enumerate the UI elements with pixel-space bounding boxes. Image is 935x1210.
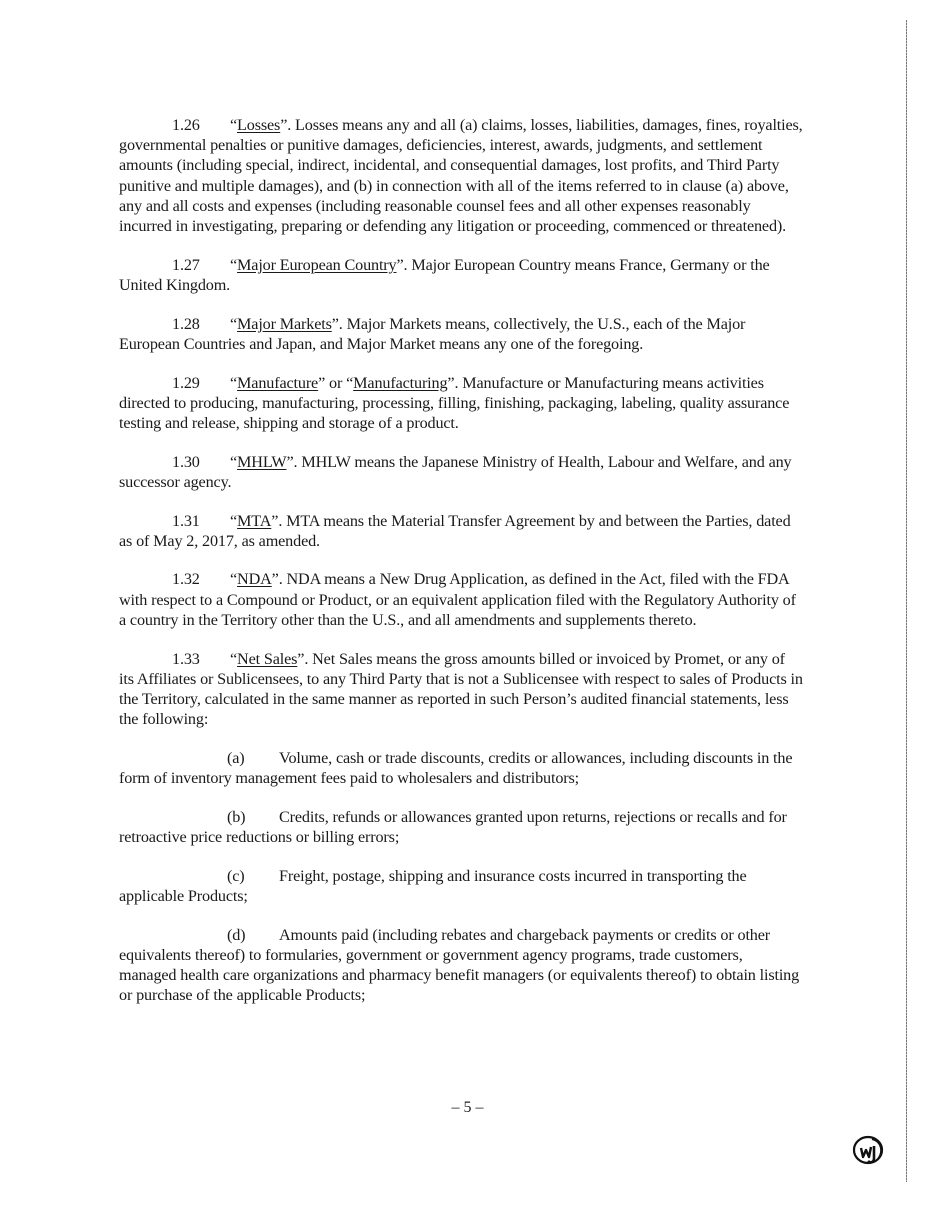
definition-text: . Losses means any and all (a) claims, losses, liabilities, damages, fines, royalties, governmental penalties or punitive damages, deficiencies, interest, awards, judgments, and settlement amounts (including special, indirect, incidental, and consequential damages, lost profits, and Third Party punitive and multiple damages), and (b) in connection with all of the items referred to in clause (a) above, any and all costs and expenses (including reasonable counsel fees and all other expenses reasonably incurred in investigating, preparing or defending any litigation or proceeding, commenced or threatened). (119, 116, 803, 236)
defined-term: MHLW (237, 452, 287, 471)
term-connector: or (325, 373, 347, 392)
section-number: 1.27 (172, 255, 200, 274)
document-body (119, 115, 803, 1024)
close-quote: ” (297, 649, 305, 668)
definition-1-30 (119, 452, 803, 492)
open-quote: “ (230, 452, 238, 471)
definition-1-29 (119, 373, 803, 434)
section-number: 1.33 (172, 649, 200, 668)
close-quote: ” (447, 373, 455, 392)
net-sales-deduction-b (119, 807, 803, 847)
section-number: 1.26 (172, 116, 200, 134)
close-quote: ” (271, 570, 279, 589)
subitem-label: (d) (227, 925, 246, 944)
subitem-label: (a) (227, 748, 245, 767)
open-quote: “ (230, 314, 238, 333)
definition-text: . Manufacture or Manufacturing means activities directed to producing, manufacturing, processing, filling, finishing, packaging, labeling, quality assurance testing and release, shipping and storage of a product. (119, 373, 790, 432)
section-number: 1.29 (172, 373, 200, 392)
defined-term: Major European Country (237, 255, 397, 274)
definition-1-28 (119, 314, 803, 354)
defined-term: NDA (237, 570, 272, 589)
definition-text: . MTA means the Material Transfer Agreement by and between the Parties, dated as of May 2, 2017, as amended. (119, 511, 791, 550)
definition-text: . Major European Country means France, Germany or the United Kingdom. (119, 255, 770, 294)
defined-term: MTA (237, 511, 272, 530)
open-quote: “ (230, 373, 238, 392)
open-quote: “ (346, 373, 354, 392)
open-quote: “ (230, 649, 238, 668)
handwritten-initials-icon (851, 1133, 887, 1167)
section-number: 1.30 (172, 452, 200, 471)
section-number: 1.28 (172, 314, 200, 333)
close-quote: ” (271, 511, 279, 530)
subitem-text: Credits, refunds or allowances granted upon returns, rejections or recalls and for retroactive price reductions or billing errors; (119, 807, 787, 846)
definition-1-32 (119, 569, 803, 630)
section-number: 1.31 (172, 511, 200, 530)
net-sales-deduction-c (119, 866, 803, 906)
close-quote: ” (280, 116, 288, 134)
definition-1-26 (119, 115, 803, 236)
defined-term: Net Sales (237, 649, 298, 668)
open-quote: “ (230, 570, 238, 589)
subitem-label: (b) (227, 807, 246, 826)
definition-text: . MHLW means the Japanese Ministry of Health, Labour and Welfare, and any successor agency. (119, 452, 792, 491)
open-quote: “ (230, 511, 238, 530)
net-sales-deduction-d (119, 925, 803, 1006)
definition-1-27 (119, 255, 803, 295)
defined-term: Manufacture (237, 373, 319, 392)
defined-term: Losses (237, 116, 281, 134)
section-number: 1.32 (172, 570, 200, 589)
subitem-text: Amounts paid (including rebates and chargeback payments or credits or other equivalents thereof) to formularies, government or government agency programs, trade customers, managed health care organizations and pharmacy benefit managers (or equivalents thereof) to obtain listing or purchase of the applicable Products; (119, 925, 800, 1005)
definition-text: . Major Markets means, collectively, the U.S., each of the Major European Countries and Japan, and Major Market means any one of the foregoing. (119, 314, 746, 353)
definition-text: . Net Sales means the gross amounts billed or invoiced by Promet, or any of its Affiliates or Sublicensees, to any Third Party that is not a Sublicensee with respect to sales of Products in the Territory, calculated in the same manner as reported in such Person’s audited financial statements, less the following: (119, 649, 803, 729)
subitem-text: Freight, postage, shipping and insurance costs incurred in transporting the applicable Products; (119, 866, 747, 905)
open-quote: “ (230, 255, 238, 274)
defined-term-alt: Manufacturing (353, 373, 448, 392)
subitem-label: (c) (227, 866, 245, 885)
open-quote: “ (230, 116, 238, 134)
subitem-text: Volume, cash or trade discounts, credits or allowances, including discounts in the form of inventory management fees paid to wholesalers and distributors; (119, 748, 793, 788)
definition-text: . NDA means a New Drug Application, as defined in the Act, filed with the FDA with respect to a Compound or Product, or an equivalent application filed with the Regulatory Authority of a country in the Territory other than the U.S., and all amendments and supplements thereto. (119, 570, 796, 629)
net-sales-deduction-a (119, 748, 803, 788)
definition-1-31 (119, 511, 803, 551)
page-number: – 5 – (451, 1099, 484, 1116)
definition-1-33 (119, 649, 803, 730)
close-quote: ” (331, 314, 339, 333)
close-quote: ” (396, 255, 404, 274)
close-quote: ” (286, 452, 294, 471)
scan-edge-line (906, 20, 907, 1182)
close-quote: ” (318, 373, 326, 392)
defined-term: Major Markets (237, 314, 332, 333)
